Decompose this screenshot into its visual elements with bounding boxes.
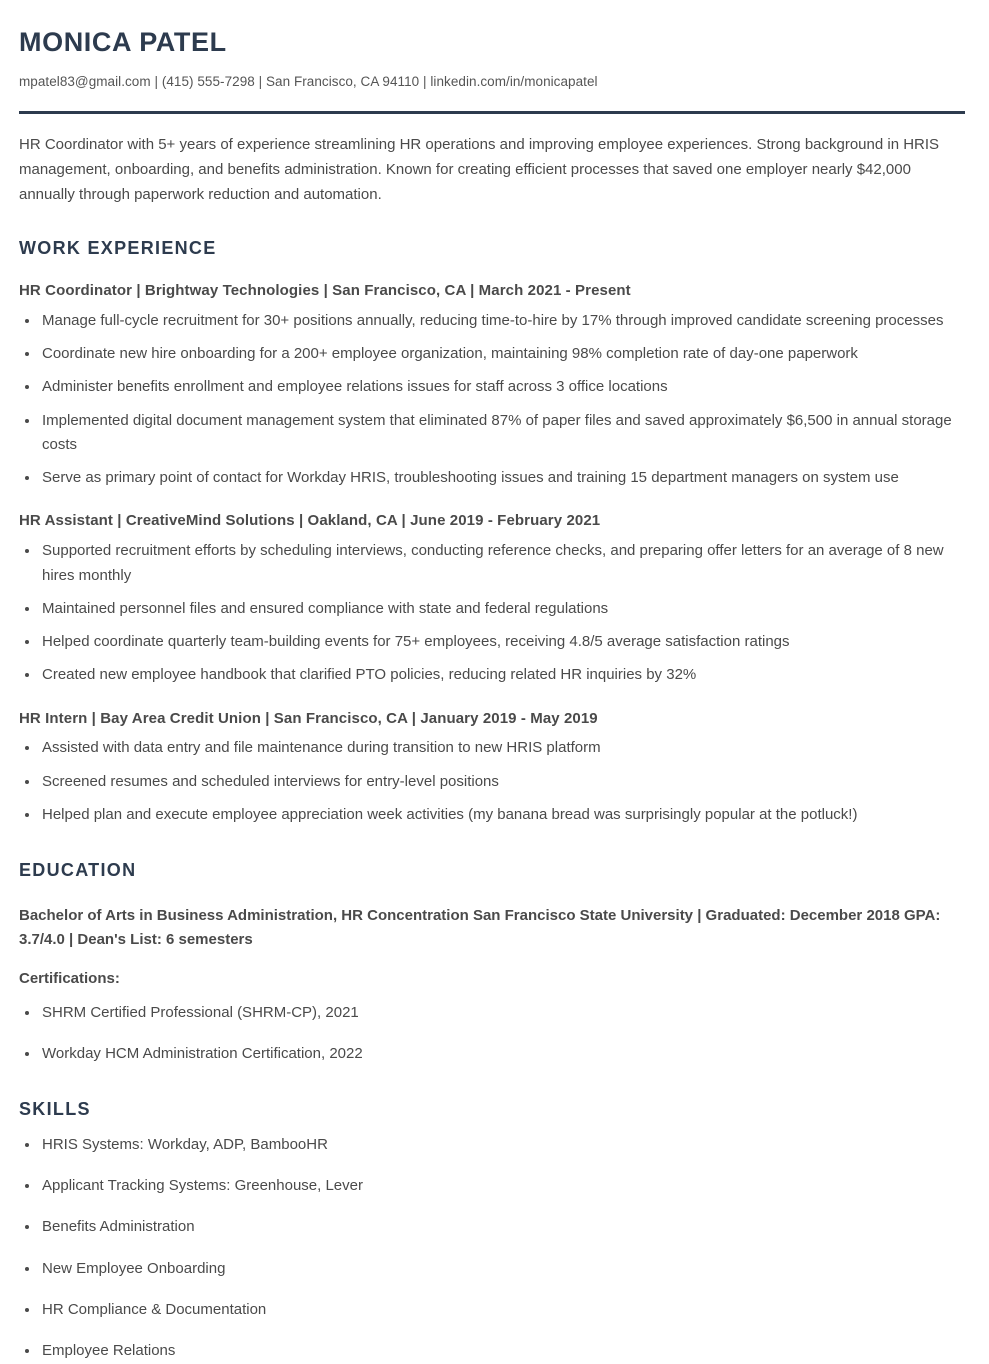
list-item: New Employee Onboarding <box>19 1257 965 1281</box>
list-item: Maintained personnel files and ensured compliance with state and federal regulations <box>19 597 965 621</box>
list-item: Administer benefits enrollment and employee relations issues for staff across 3 office locations <box>19 375 965 399</box>
list-item: Manage full-cycle recruitment for 30+ positions annually, reducing time-to-hire by 17% through improved candidate screening processes <box>19 309 965 333</box>
list-item: Implemented digital document management system that eliminated 87% of paper files and saved approximately $6,500 in annual storage costs <box>19 409 965 458</box>
job-heading: HR Coordinator | Brightway Technologies | San Francisco, CA | March 2021 - Present <box>19 281 631 299</box>
list-item: HR Compliance & Documentation <box>19 1298 965 1322</box>
certifications-label: Certifications: <box>19 970 120 988</box>
header-divider <box>19 111 965 114</box>
list-item: HRIS Systems: Workday, ADP, BambooHR <box>19 1133 965 1157</box>
candidate-name: MONICA PATEL <box>19 27 227 57</box>
job-heading: HR Intern | Bay Area Credit Union | San Francisco, CA | January 2019 - May 2019 <box>19 709 598 727</box>
work-experience-entry <box>19 510 965 687</box>
section-heading-skills: SKILLS <box>19 1099 91 1120</box>
list-item: Applicant Tracking Systems: Greenhouse, Lever <box>19 1174 965 1198</box>
list-item: Screened resumes and scheduled interviews for entry-level positions <box>19 770 965 794</box>
job-heading: HR Assistant | CreativeMind Solutions | Oakland, CA | June 2019 - February 2021 <box>19 512 601 530</box>
skills-list <box>19 1133 965 1364</box>
work-experience-entry <box>19 280 965 491</box>
professional-summary: HR Coordinator with 5+ years of experience streamlining HR operations and improving employee experiences. Strong background in HRIS management, onboarding, and benefits administration. Known for creating efficient processes that saved one employer nearly $42,000 annually through paperwork reduction and automation. <box>19 136 940 203</box>
contact-info-line: mpatel83@gmail.com | (415) 555-7298 | San Francisco, CA 94110 | linkedin.com/in/monicapatel <box>19 74 598 90</box>
list-item: Benefits Administration <box>19 1215 965 1239</box>
list-item: Assisted with data entry and file maintenance during transition to new HRIS platform <box>19 736 965 760</box>
job-bullet-list <box>19 309 965 491</box>
work-experience-entry <box>19 708 965 828</box>
list-item: Helped plan and execute employee appreciation week activities (my banana bread was surprisingly popular at the potluck!) <box>19 803 965 827</box>
list-item: SHRM Certified Professional (SHRM-CP), 2021 <box>19 1001 965 1025</box>
certifications-list <box>19 1001 965 1067</box>
list-item: Serve as primary point of contact for Workday HRIS, troubleshooting issues and training 15 department managers on system use <box>19 466 965 490</box>
list-item: Coordinate new hire onboarding for a 200+ employee organization, maintaining 98% completion rate of day-one paperwork <box>19 342 965 366</box>
section-heading-work-experience: WORK EXPERIENCE <box>19 237 217 258</box>
list-item: Workday HCM Administration Certification, 2022 <box>19 1042 965 1066</box>
job-bullet-list <box>19 736 965 827</box>
list-item: Helped coordinate quarterly team-building events for 75+ employees, receiving 4.8/5 average satisfaction ratings <box>19 630 965 654</box>
job-bullet-list <box>19 539 965 687</box>
section-heading-education: EDUCATION <box>19 860 137 881</box>
list-item: Created new employee handbook that clarified PTO policies, reducing related HR inquiries by 32% <box>19 663 965 687</box>
list-item: Employee Relations <box>19 1339 965 1363</box>
list-item: Supported recruitment efforts by scheduling interviews, conducting reference checks, and preparing offer letters for an average of 8 new hires monthly <box>19 539 965 588</box>
education-degree-line: Bachelor of Arts in Business Administration, HR Concentration San Francisco State University | Graduated: December 2018 GPA: 3.7/4.0 | Dean's List: 6 semesters <box>19 906 941 949</box>
